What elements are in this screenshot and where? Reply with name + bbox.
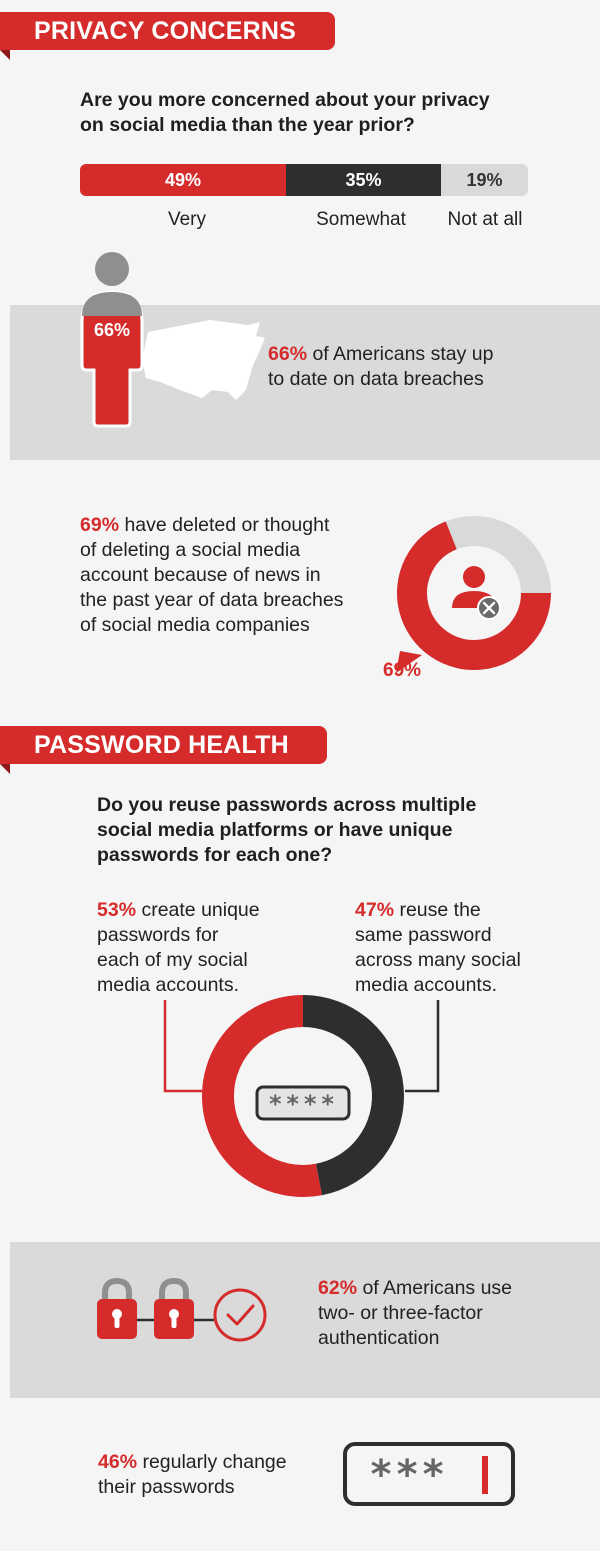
bar-segment-somewhat: 35% <box>286 164 441 196</box>
password-entry-icon <box>343 1442 515 1506</box>
change-line1: regularly change <box>137 1451 287 1473</box>
bar-segment-very: 49% <box>80 164 286 196</box>
privacy-question-line2: on social media than the year prior? <box>80 114 415 136</box>
reuse-line2: same password <box>355 924 492 946</box>
twofactor-text <box>318 1276 512 1351</box>
reuse-line4: media accounts. <box>355 974 497 996</box>
unique-connector <box>165 1000 202 1091</box>
breach-text-line2: to date on data breaches <box>268 368 484 390</box>
change-pct: 46% <box>98 1451 138 1473</box>
bar-segment-not-at-all: 19% <box>441 164 528 196</box>
reuse-text <box>355 898 521 998</box>
deleted-donut-chart <box>380 505 565 680</box>
breach-pct: 66% <box>268 343 308 365</box>
deleted-text-line1: have deleted or thought <box>119 514 330 536</box>
twofactor-line2: two- or three-factor <box>318 1302 483 1324</box>
breach-text <box>268 342 493 392</box>
deleted-pct: 69% <box>80 514 120 536</box>
password-mask: **** <box>268 1090 338 1118</box>
padlock-icon <box>97 1281 137 1339</box>
user-remove-icon <box>452 566 500 619</box>
privacy-banner: PRIVACY CONCERNS <box>0 12 335 50</box>
twofactor-pct: 62% <box>318 1277 358 1299</box>
cursor-icon <box>482 1456 488 1494</box>
password-question <box>97 793 476 868</box>
privacy-question <box>80 88 490 138</box>
deleted-text-line4: the past year of data breaches <box>80 589 344 611</box>
unique-line2: passwords for <box>97 924 219 946</box>
reuse-connector <box>405 1000 438 1091</box>
unique-line4: media accounts. <box>97 974 239 996</box>
privacy-banner-tail <box>0 50 10 60</box>
deleted-text-line3: account because of news in <box>80 564 321 586</box>
password-question-line2: social media platforms or have unique <box>97 819 453 841</box>
breach-text-line1: of Americans stay up <box>307 343 494 365</box>
bar-label-not-at-all: Not at all <box>447 209 523 230</box>
password-entry-mask: *** <box>369 1452 448 1498</box>
locks-check-icon <box>92 1275 277 1345</box>
bar-label-very: Very <box>167 209 207 230</box>
concern-bar <box>80 164 528 196</box>
deleted-text <box>80 513 343 638</box>
reuse-line3: across many social <box>355 949 521 971</box>
checkmark-icon <box>215 1290 265 1340</box>
unique-text <box>97 898 260 998</box>
twofactor-line1: of Americans use <box>357 1277 513 1299</box>
deleted-text-line2: of deleting a social media <box>80 539 301 561</box>
reuse-line1: reuse the <box>394 899 481 921</box>
padlock-icon <box>154 1281 194 1339</box>
bar-label-somewhat: Somewhat <box>316 209 406 230</box>
privacy-question-line1: Are you more concerned about your privacy <box>80 89 490 111</box>
deleted-donut-pct: 69% <box>383 660 422 681</box>
unique-line1: create unique <box>136 899 260 921</box>
person-usmap-icon <box>60 250 280 440</box>
password-question-line3: passwords for each one? <box>97 844 333 866</box>
password-question-line1: Do you reuse passwords across multiple <box>97 794 477 816</box>
unique-line3: each of my social <box>97 949 248 971</box>
twofactor-line3: authentication <box>318 1327 440 1349</box>
password-banner-tail <box>0 764 10 774</box>
unique-pct: 53% <box>97 899 137 921</box>
reuse-pct: 47% <box>355 899 395 921</box>
change-line2: their passwords <box>98 1476 235 1498</box>
deleted-text-line5: of social media companies <box>80 614 310 636</box>
person-figure-pct: 66% <box>93 320 131 340</box>
password-banner: PASSWORD HEALTH <box>0 726 327 764</box>
change-text <box>98 1450 287 1500</box>
